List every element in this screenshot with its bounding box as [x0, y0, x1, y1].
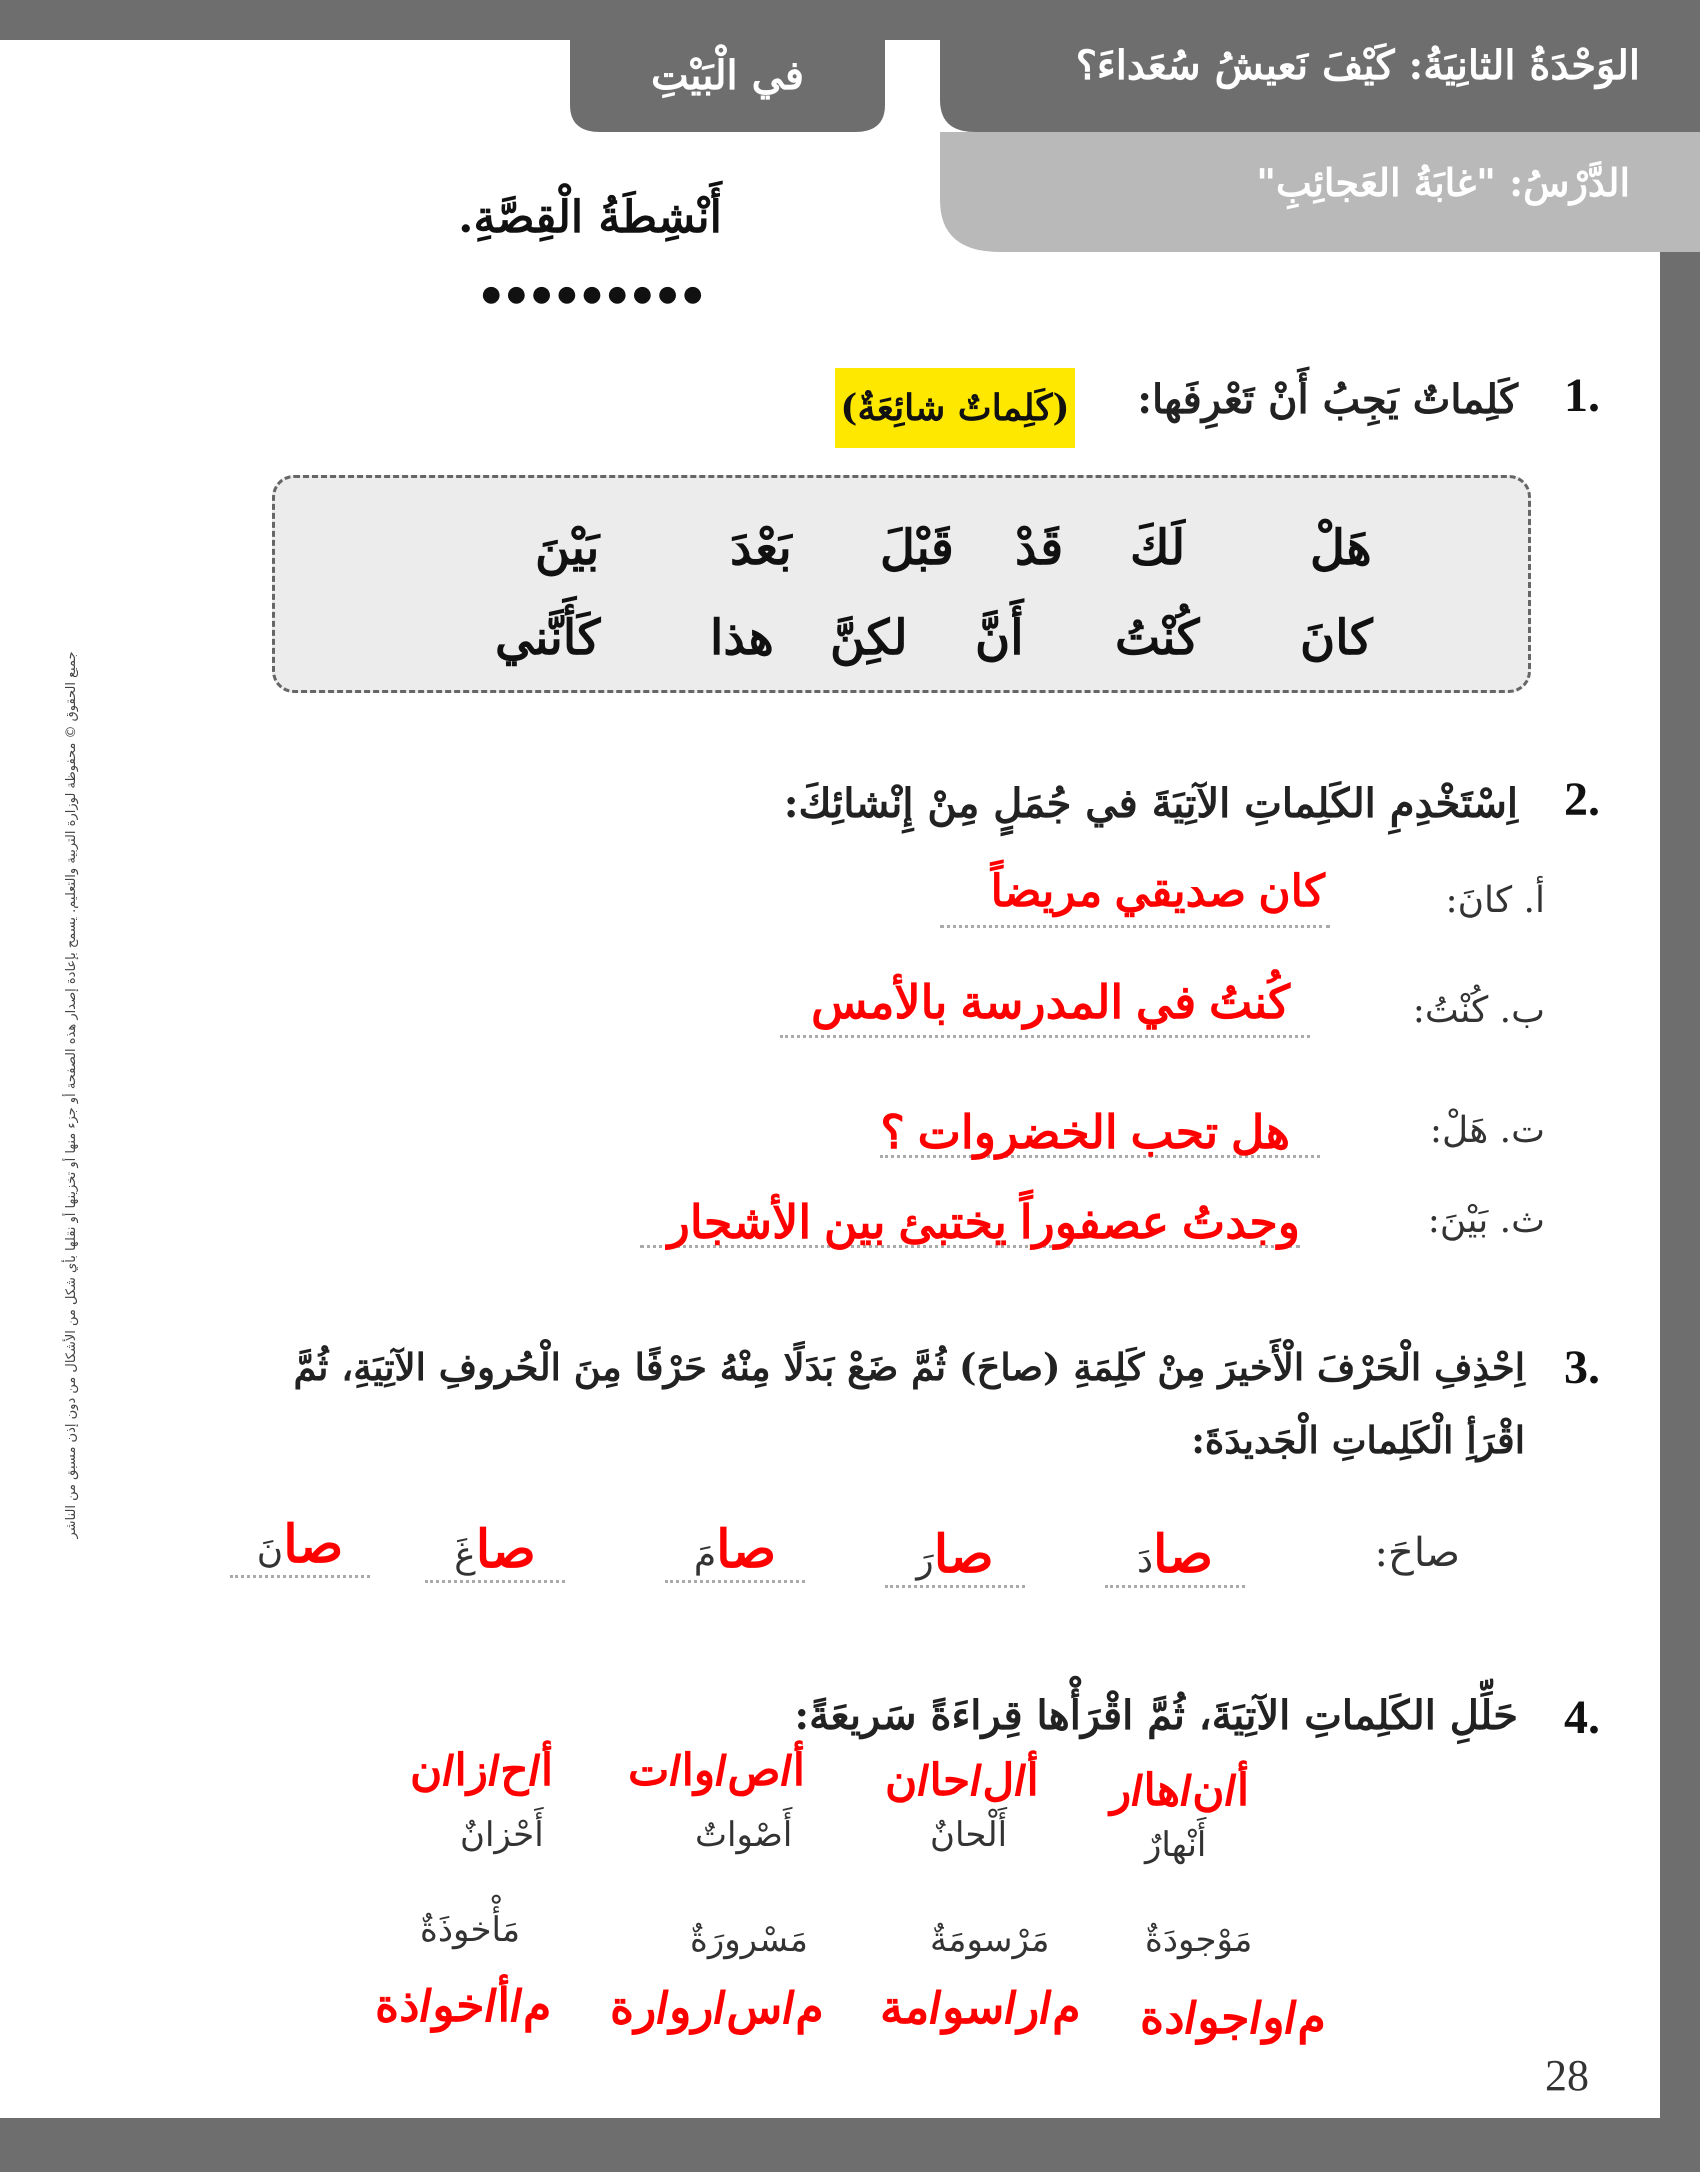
q3-answer-2	[880, 1525, 1030, 1588]
section-title: أَنْشِطَةُ الْقِصَّةِ.	[458, 192, 722, 243]
q4-word-7: مَسْرورَةٌ	[690, 1920, 808, 1960]
q3-number: 3.	[1564, 1341, 1600, 1394]
q2-label-c: ت. هَلْ:	[1429, 1110, 1545, 1151]
q1-number: 1.	[1564, 369, 1600, 422]
word-laka: لَكَ	[1130, 520, 1186, 576]
q4-word-4: أَحْزانٌ	[460, 1815, 544, 1855]
word-baada: بَعْدَ	[730, 520, 792, 576]
q2-answer-c: هل تحب الخضروات ؟	[880, 1106, 1290, 1158]
unit-title: الوَحْدَةُ الثانِيَةُ: كَيْفَ نَعيشُ سُعَداءَ؟	[1075, 42, 1640, 89]
q3-answer-5-letter: نَ	[256, 1530, 284, 1571]
q2-answer-d: وجدتُ عصفوراً يختبئ بين الأشجار	[667, 1196, 1300, 1248]
q2-title: اِسْتَخْدِمِ الكَلِماتِ الآتِيَةَ في جُمَلٍ مِنْ إِنْشائِكَ:	[783, 780, 1518, 827]
word-kana: كانَ	[1300, 610, 1373, 666]
q3-answer-2-red: صا	[933, 1526, 994, 1584]
q3-answer-3-red: صا	[716, 1521, 777, 1579]
word-kuntu: كُنْتُ	[1115, 610, 1200, 666]
q4-answer-6: م/ر/سو/مة	[880, 1981, 1081, 2033]
q3-base-word: صاحَ:	[1374, 1530, 1460, 1576]
copyright-side-text: جميع الحقوق © محفوظة لوزارة التربية والتعليم. يسمح بإعادة إصدار هذه الصفحة أو جزء منها أو تخزينها أو نقلها بأي شكل من الأشكال من دون إذن مسبق من الناشر	[64, 651, 79, 1539]
q3-answer-1-letter: دَ	[1136, 1540, 1154, 1581]
q4-title: حَلِّلِ الكَلِماتِ الآتِيَةَ، ثُمَّ اقْرَأْها قِراءَةً سَريعَةً:	[794, 1692, 1518, 1739]
q2-label-b: ب. كُنْتُ:	[1412, 990, 1545, 1031]
q3-title-line1: اِحْذِفِ الْحَرْفَ الْأَخيرَ مِنْ كَلِمَةِ (صاحَ) ثُمَّ ضَعْ بَدَلًا مِنْهُ حَرْفًا مِنَ الْحُروفِ الآتِيَةِ، ثُمَّ	[293, 1345, 1525, 1389]
q3-answer-1-line	[1105, 1525, 1245, 1588]
q3-answer-4	[420, 1520, 570, 1583]
q4-answer-1: أ/ن/ها/ر	[1110, 1766, 1250, 1815]
q3-answer-3-letter: مَ	[693, 1535, 717, 1576]
q4-word-1: أَنْهارٌ	[1145, 1825, 1207, 1865]
q2-label-a: أ. كانَ:	[1445, 880, 1545, 921]
q3-answer-3	[660, 1520, 810, 1583]
q4-answer-8: م/أ/خو/ذة	[375, 1979, 552, 2031]
lesson-title: الدَّرْسُ: "غابَةُ العَجائِبِ"	[1256, 160, 1630, 205]
q4-word-3: أَصْواتٌ	[695, 1815, 793, 1855]
q4-answer-3: أ/ص/وا/ت	[628, 1746, 805, 1795]
q2-label-d: ث. بَيْنَ:	[1427, 1200, 1545, 1241]
q3-answer-4-letter: غَ	[454, 1535, 476, 1576]
q3-answer-5	[225, 1515, 375, 1578]
word-hatha: هذا	[710, 610, 774, 666]
word-anna: أَنَّ	[975, 610, 1024, 666]
q3-answer-1	[1100, 1525, 1250, 1588]
q2-answer-b: كُنتُ في المدرسة بالأمس	[811, 976, 1290, 1028]
q4-answer-5: م/و/جو/دة	[1140, 1991, 1326, 2043]
q3-answer-2-line	[885, 1525, 1025, 1588]
word-lakinna: لكِنَّ	[830, 610, 908, 666]
q2-number: 2.	[1564, 773, 1600, 826]
q4-word-6: مَرْسومَةٌ	[930, 1920, 1050, 1960]
q3-answer-4-line	[425, 1520, 565, 1583]
q2-line-b	[780, 1035, 1310, 1038]
q3-answer-3-line	[665, 1520, 805, 1583]
q1-title: كَلِماتٌ يَجِبُ أَنْ تَعْرِفَها:	[1137, 376, 1518, 423]
q3-answer-5-red: صا	[283, 1516, 344, 1574]
q4-word-8: مَأْخوذَةٌ	[420, 1910, 521, 1950]
q3-answer-1-red: صا	[1153, 1526, 1214, 1584]
word-qad: قَدْ	[1015, 520, 1064, 576]
q3-answer-4-red: صا	[475, 1521, 536, 1579]
word-kaannani: كَأَنَّني	[495, 610, 601, 666]
q4-number: 4.	[1564, 1691, 1600, 1744]
home-tab-label: في الْبَيْتِ	[650, 52, 805, 99]
word-qabla: قَبْلَ	[880, 520, 954, 576]
q2-line-a	[940, 925, 1330, 928]
q3-title-line2: اقْرَأِ الْكَلِماتِ الْجَديدَةَ:	[1191, 1418, 1525, 1462]
q4-answer-4: أ/ح/زا/ن	[410, 1746, 554, 1795]
word-hal: هَلْ	[1310, 520, 1372, 576]
right-bar	[1660, 0, 1700, 2172]
page-number: 28	[1545, 2051, 1589, 2100]
q1-highlight: (كَلِماتٌ شائِعَةٌ)	[835, 368, 1075, 448]
q4-word-5: مَوْجودَةٌ	[1145, 1920, 1253, 1960]
q3-answer-2-letter: رَ	[916, 1540, 934, 1581]
word-bayna: بَيْنَ	[535, 520, 600, 576]
bottom-bar	[0, 2118, 1700, 2172]
q4-answer-7: م/س/رو/رة	[610, 1981, 824, 2033]
q4-answer-2: أ/ل/حا/ن	[885, 1756, 1039, 1805]
section-dots: ●●●●●●●●●	[481, 282, 709, 307]
q4-word-2: أَلْحانٌ	[930, 1815, 1008, 1855]
q3-answer-5-line	[230, 1515, 370, 1578]
q2-answer-a: كان صديقي مريضاً	[990, 867, 1325, 916]
